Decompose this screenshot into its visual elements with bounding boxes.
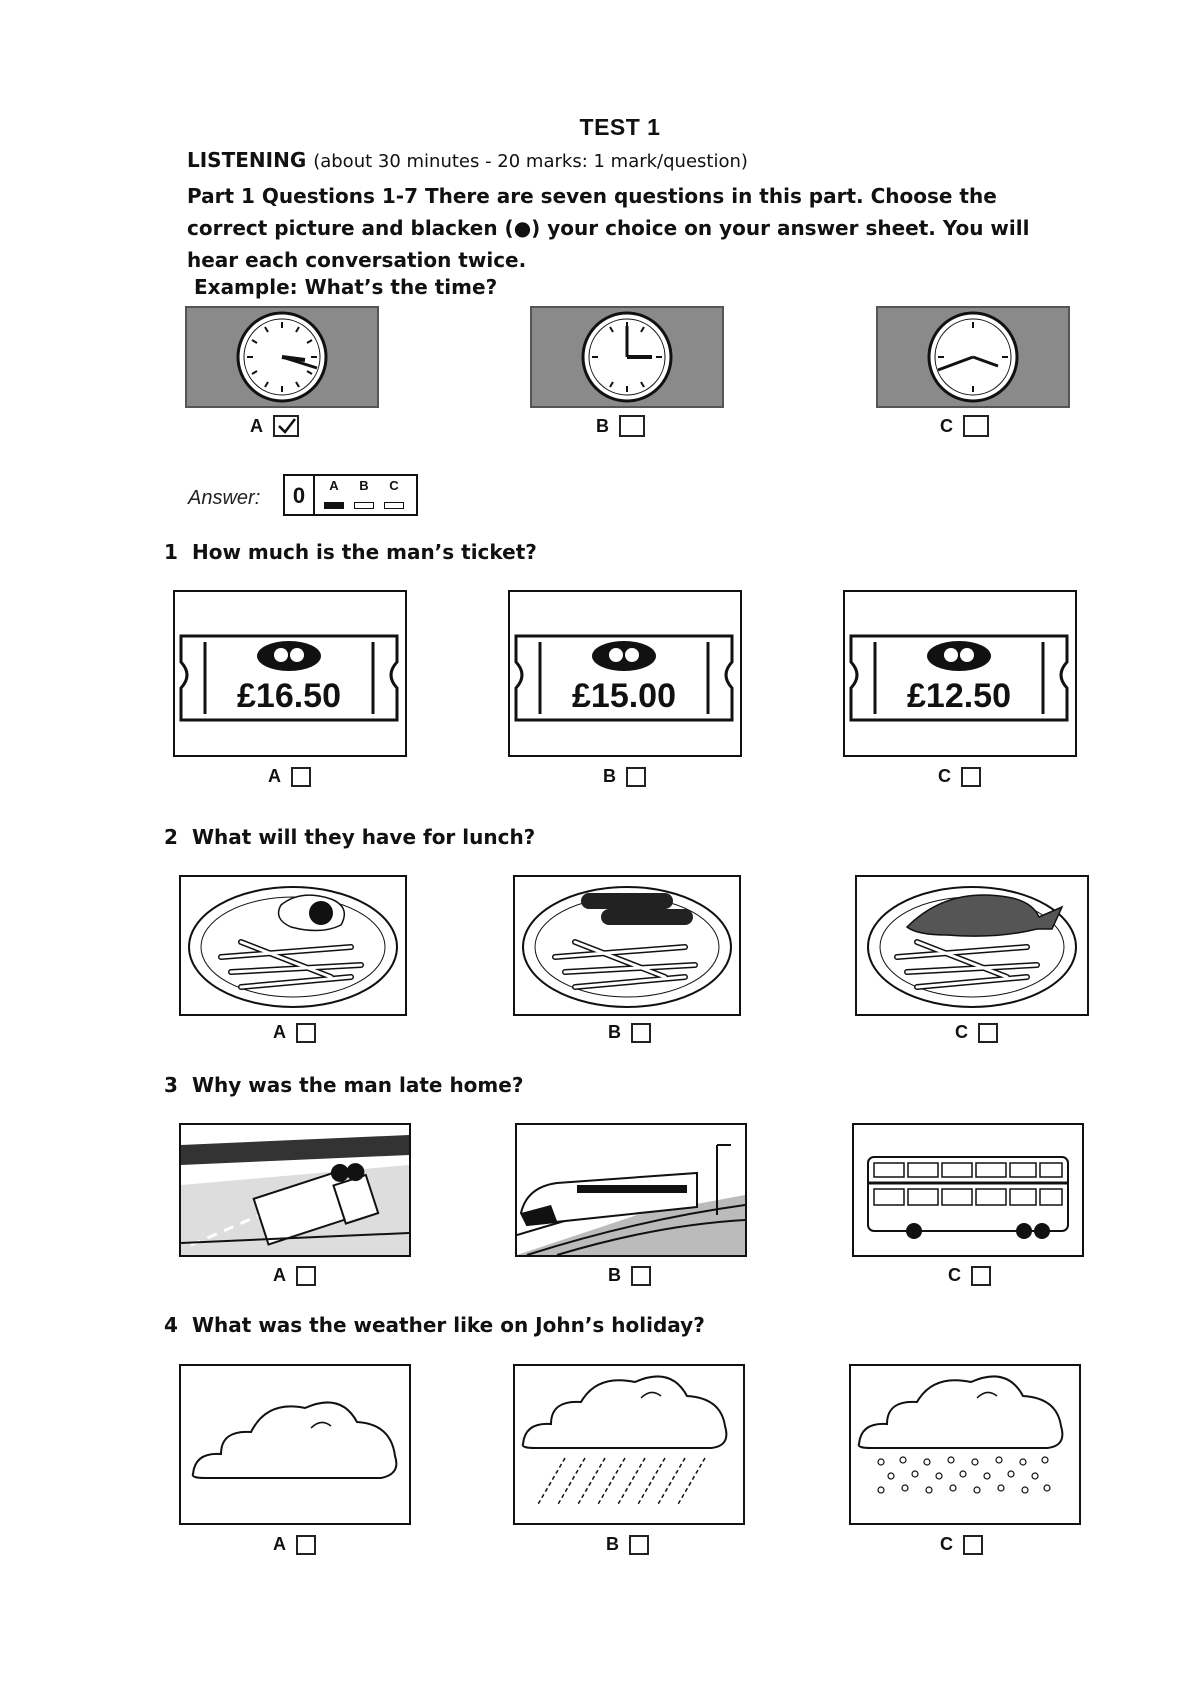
q3-option-a[interactable]: A [273, 1265, 316, 1286]
answer-bubble-a [324, 502, 344, 509]
q1-option-b[interactable]: B [603, 766, 646, 787]
answer-sheet-sample [283, 474, 418, 516]
example-option-c[interactable]: C [940, 415, 989, 437]
rain-cloud-icon [515, 1366, 743, 1523]
train-icon [517, 1125, 745, 1255]
q3-option-c-image [852, 1123, 1084, 1257]
theatre-ticket-icon [845, 592, 1075, 755]
section-name: LISTENING [187, 148, 307, 172]
example-question: Example: What’s the time? [194, 275, 498, 299]
q1-option-a-image [173, 590, 407, 757]
example-checkbox-b[interactable] [619, 415, 645, 437]
q4-option-c-image [849, 1364, 1081, 1525]
clock-icon [532, 308, 722, 406]
q4-option-b-image [513, 1364, 745, 1525]
ticket-price: £15.00 [572, 677, 676, 715]
q3-checkbox-a[interactable] [296, 1266, 316, 1286]
q2-option-c[interactable]: C [955, 1022, 998, 1043]
q2-option-a[interactable]: A [273, 1022, 316, 1043]
theatre-ticket-icon [175, 592, 405, 755]
q4-option-b[interactable]: B [606, 1534, 649, 1555]
example-option-c-clock [876, 306, 1070, 408]
answer-label: Answer: [188, 487, 261, 509]
plate-of-food-icon [515, 877, 739, 1014]
plate-of-food-icon [181, 877, 405, 1014]
q3-option-b[interactable]: B [608, 1265, 651, 1286]
section-note: (about 30 minutes - 20 marks: 1 mark/question) [313, 151, 748, 172]
q2-option-b[interactable]: B [608, 1022, 651, 1043]
theatre-ticket-icon [510, 592, 740, 755]
q4-checkbox-b[interactable] [629, 1535, 649, 1555]
ticket-price: £16.50 [237, 677, 341, 715]
q3-option-c[interactable]: C [948, 1265, 991, 1286]
q1-option-c-image [843, 590, 1077, 757]
cloud-icon [181, 1366, 409, 1523]
section-heading [187, 148, 748, 172]
checkmark-icon [276, 417, 298, 435]
q1-option-c[interactable]: C [938, 766, 981, 787]
example-option-a-clock [185, 306, 379, 408]
q2-option-a-image [179, 875, 407, 1016]
example-option-a[interactable]: A [250, 415, 299, 437]
example-option-b[interactable]: B [596, 415, 645, 437]
q4-checkbox-a[interactable] [296, 1535, 316, 1555]
question-3: 3 Why was the man late home? [164, 1073, 524, 1097]
question-1: 1 How much is the man’s ticket? [164, 540, 537, 564]
q2-checkbox-c[interactable] [978, 1023, 998, 1043]
answer-number: 0 [285, 476, 315, 514]
page-title: TEST 1 [579, 114, 661, 140]
answer-letters: A B C [329, 478, 399, 493]
q3-checkbox-c[interactable] [971, 1266, 991, 1286]
clock-icon [878, 308, 1068, 406]
q2-checkbox-a[interactable] [296, 1023, 316, 1043]
question-4: 4 What was the weather like on John’s holiday? [164, 1313, 705, 1337]
q1-checkbox-a[interactable] [291, 767, 311, 787]
q1-checkbox-c[interactable] [961, 767, 981, 787]
clock-icon [187, 308, 377, 406]
overturned-truck-icon [181, 1125, 409, 1255]
q3-option-b-image [515, 1123, 747, 1257]
q4-option-c[interactable]: C [940, 1534, 983, 1555]
q4-checkbox-c[interactable] [963, 1535, 983, 1555]
q3-option-a-image [179, 1123, 411, 1257]
q2-option-c-image [855, 875, 1089, 1016]
q3-checkbox-b[interactable] [631, 1266, 651, 1286]
plate-of-food-icon [857, 877, 1087, 1014]
snow-cloud-icon [851, 1366, 1079, 1523]
q2-checkbox-b[interactable] [631, 1023, 651, 1043]
q1-checkbox-b[interactable] [626, 767, 646, 787]
example-checkbox-c[interactable] [963, 415, 989, 437]
q2-option-b-image [513, 875, 741, 1016]
answer-bubble-b [354, 502, 374, 509]
q1-option-b-image [508, 590, 742, 757]
ticket-price: £12.50 [907, 677, 1011, 715]
q4-option-a[interactable]: A [273, 1534, 316, 1555]
instructions: Part 1 Questions 1-7 There are seven questions in this part. Choose the correct picture and blacken (●) your choice on your answer sheet. You will hear each conversation twice. [187, 184, 1030, 272]
answer-bubble-c [384, 502, 404, 509]
example-option-b-clock [530, 306, 724, 408]
question-2: 2 What will they have for lunch? [164, 825, 536, 849]
q1-option-a[interactable]: A [268, 766, 311, 787]
bus-icon [854, 1125, 1082, 1255]
q4-option-a-image [179, 1364, 411, 1525]
example-checkbox-a[interactable] [273, 415, 299, 437]
